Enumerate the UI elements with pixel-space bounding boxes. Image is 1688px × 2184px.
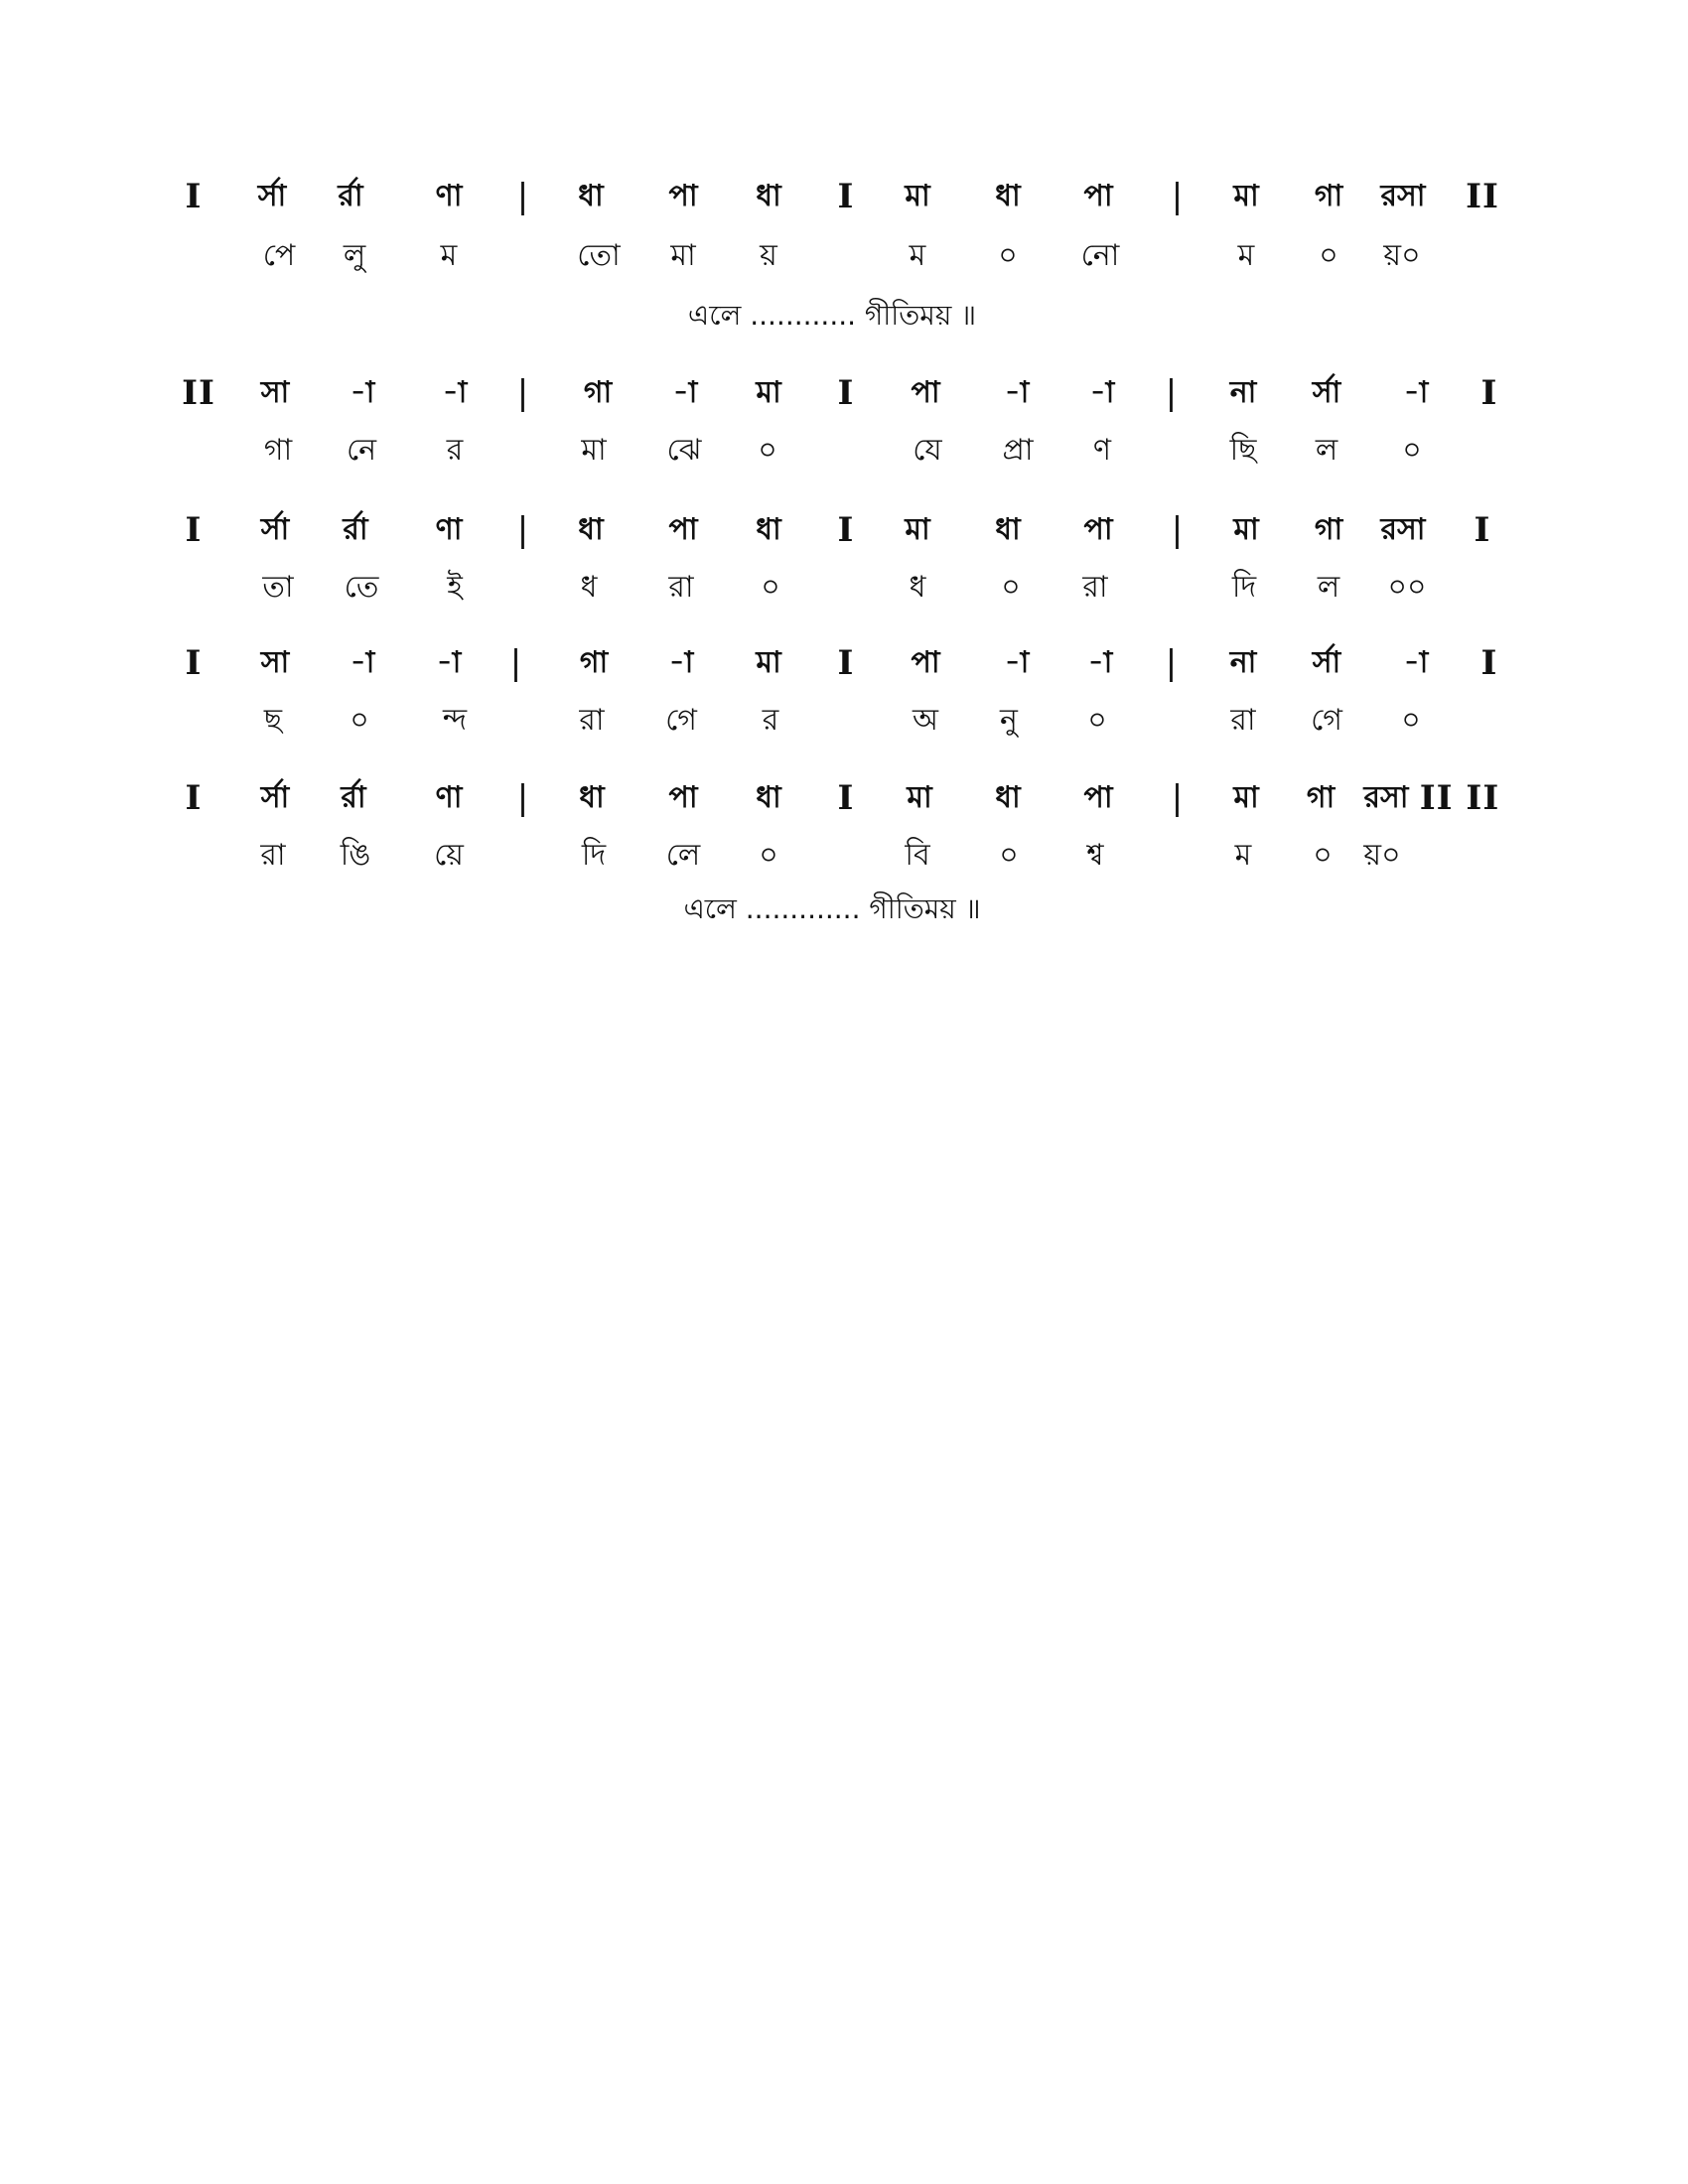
swara-note: পা bbox=[911, 375, 940, 410]
lyric-syllable: মা bbox=[670, 238, 696, 273]
lyric-syllable: দি bbox=[1231, 570, 1257, 605]
lyric-syllable: ০০ bbox=[1387, 570, 1427, 605]
lyric-syllable: ০ bbox=[1001, 570, 1021, 605]
swara-note: -া bbox=[1087, 645, 1113, 680]
lyric-syllable: ই bbox=[447, 570, 463, 605]
lyric-syllable: ০ bbox=[350, 703, 369, 738]
swara-note: পা bbox=[911, 645, 940, 680]
swara-note: র্সা bbox=[1312, 375, 1341, 410]
swara-note: -া bbox=[668, 645, 694, 680]
lyric-syllable: যে bbox=[913, 433, 942, 468]
vibhag-bar: | bbox=[509, 643, 523, 683]
swara-note: গা bbox=[583, 375, 613, 410]
swara-note: র্সা bbox=[257, 179, 287, 213]
lyric-syllable: র bbox=[446, 433, 464, 468]
lyric-syllable: য় bbox=[760, 238, 777, 273]
lyric-syllable: অ bbox=[913, 703, 938, 738]
bar-mark-end: II II bbox=[1419, 778, 1500, 818]
lyric-syllable: ম bbox=[1234, 838, 1252, 873]
swara-note: মা bbox=[1233, 179, 1259, 213]
lyric-syllable: ০ bbox=[998, 238, 1018, 273]
lyric-syllable: গে bbox=[1311, 703, 1342, 738]
swara-note: মা bbox=[756, 375, 781, 410]
lyric-syllable: ঝে bbox=[666, 433, 702, 468]
swara-note: সা bbox=[260, 375, 290, 410]
vibhag-bar: | bbox=[516, 177, 530, 216]
bar-mark-lead: I bbox=[185, 510, 203, 550]
swara-note: -া bbox=[1403, 375, 1429, 410]
swara-note: সা bbox=[260, 645, 290, 680]
swara-note: ণা bbox=[435, 179, 463, 213]
vibhag-bar: | bbox=[516, 778, 530, 818]
bar-mark: I bbox=[837, 778, 855, 818]
swara-note: ধা bbox=[579, 780, 605, 815]
lyric-syllable: ০ bbox=[1402, 433, 1422, 468]
vibhag-bar: | bbox=[1165, 643, 1179, 683]
bar-mark-lead: II bbox=[182, 373, 215, 413]
bar-mark-lead: I bbox=[185, 177, 203, 216]
swara-note: পা bbox=[668, 780, 698, 815]
bar-mark-end: I bbox=[1480, 373, 1498, 413]
lyric-syllable: ন্দ bbox=[442, 703, 468, 738]
lyric-syllable: লে bbox=[665, 838, 701, 873]
swara-note: -া bbox=[1004, 645, 1030, 680]
swara-note: -া bbox=[672, 375, 698, 410]
swara-note: গা bbox=[1306, 780, 1336, 815]
vibhag-bar: | bbox=[516, 373, 530, 413]
lyric-syllable: ০ bbox=[1401, 703, 1421, 738]
bar-mark-end: I bbox=[1480, 643, 1498, 683]
lyric-syllable: গা bbox=[263, 433, 293, 468]
swara-note: র্রা bbox=[341, 780, 366, 815]
lyric-syllable: র bbox=[762, 703, 779, 738]
lyric-syllable: ০ bbox=[1313, 838, 1333, 873]
vibhag-bar: | bbox=[516, 510, 530, 550]
swara-note: -া bbox=[1004, 375, 1030, 410]
lyric-syllable: য়০ bbox=[1363, 838, 1401, 873]
swara-note: -া bbox=[350, 375, 375, 410]
lyric-syllable: ০ bbox=[758, 433, 777, 468]
vibhag-bar: | bbox=[1171, 177, 1185, 216]
lyric-syllable: ০ bbox=[999, 838, 1019, 873]
lyric-syllable: ০ bbox=[759, 838, 778, 873]
lyric-syllable: নে bbox=[346, 433, 377, 468]
bar-mark-lead: I bbox=[185, 778, 203, 818]
lyric-syllable: ণ bbox=[1092, 433, 1112, 468]
lyric-syllable: মা bbox=[581, 433, 607, 468]
lyric-syllable: ছি bbox=[1229, 433, 1257, 468]
swara-note: মা bbox=[907, 780, 932, 815]
lyric-syllable: নু bbox=[1000, 703, 1018, 738]
swara-note: -া bbox=[1089, 375, 1115, 410]
swara-note: ধা bbox=[756, 512, 781, 547]
lyric-syllable: ০ bbox=[1319, 238, 1338, 273]
swara-note: পা bbox=[1083, 780, 1113, 815]
swara-note: র্সা bbox=[260, 512, 290, 547]
lyric-syllable: গে bbox=[665, 703, 697, 738]
refrain-line: এলে ............. গীতিময় ॥ bbox=[683, 892, 981, 925]
lyric-syllable: ম bbox=[909, 238, 926, 273]
lyric-syllable: ম bbox=[440, 238, 458, 273]
vibhag-bar: | bbox=[1165, 373, 1179, 413]
swara-note: ণা bbox=[435, 780, 463, 815]
lyric-syllable: ম bbox=[1237, 238, 1255, 273]
swara-note: র্রা bbox=[343, 512, 368, 547]
swara-note: পা bbox=[668, 179, 698, 213]
swara-note: ধা bbox=[995, 179, 1021, 213]
lyric-syllable: ধ bbox=[909, 570, 926, 605]
bar-mark-lead: I bbox=[185, 643, 203, 683]
swara-note: না bbox=[1229, 375, 1257, 410]
swara-note: গা bbox=[1314, 179, 1343, 213]
swara-note: -া bbox=[442, 375, 468, 410]
swara-note: গা bbox=[1314, 512, 1343, 547]
swara-note: ধা bbox=[995, 512, 1021, 547]
swara-note: মা bbox=[1233, 512, 1259, 547]
lyric-syllable: রা bbox=[579, 703, 605, 738]
lyric-syllable: য়ে bbox=[434, 838, 464, 873]
swara-note: -া bbox=[436, 645, 462, 680]
swara-note: ধা bbox=[995, 780, 1021, 815]
swara-note: ণা bbox=[435, 512, 463, 547]
swara-note: রসা bbox=[1363, 780, 1409, 815]
swara-note: ধা bbox=[756, 179, 781, 213]
lyric-syllable: তো bbox=[577, 238, 621, 273]
lyric-syllable: দি bbox=[581, 838, 607, 873]
swara-note: র্সা bbox=[260, 780, 290, 815]
swara-note: ধা bbox=[578, 179, 604, 213]
swara-note: ধা bbox=[756, 780, 781, 815]
swara-note: পা bbox=[1083, 512, 1113, 547]
swara-note: পা bbox=[1083, 179, 1113, 213]
swara-note: র্রা bbox=[338, 179, 363, 213]
lyric-syllable: রা bbox=[668, 570, 694, 605]
vibhag-bar: | bbox=[1171, 778, 1185, 818]
bar-mark-end: I bbox=[1474, 510, 1491, 550]
lyric-syllable: শ্ব bbox=[1086, 838, 1104, 873]
swara-note: র্সা bbox=[1312, 645, 1341, 680]
lyric-syllable: পে bbox=[262, 238, 296, 273]
lyric-syllable: ০ bbox=[1087, 703, 1107, 738]
lyric-syllable: রা bbox=[1230, 703, 1256, 738]
bar-mark: I bbox=[837, 373, 855, 413]
swara-note: রসা bbox=[1380, 179, 1426, 213]
lyric-syllable: ছ bbox=[263, 703, 283, 738]
swara-note: গা bbox=[579, 645, 609, 680]
lyric-syllable: ০ bbox=[761, 570, 780, 605]
bar-mark-end: II bbox=[1466, 177, 1499, 216]
swara-note: মা bbox=[905, 512, 930, 547]
lyric-syllable: তা bbox=[262, 570, 294, 605]
swara-note: -া bbox=[1403, 645, 1429, 680]
lyric-syllable: বি bbox=[905, 838, 930, 873]
swara-note: মা bbox=[1233, 780, 1259, 815]
lyric-syllable: লু bbox=[343, 238, 366, 273]
swara-note: রসা bbox=[1380, 512, 1426, 547]
lyric-syllable: ঙি bbox=[340, 838, 371, 873]
refrain-line: এলে ............ গীতিময় ॥ bbox=[687, 299, 977, 332]
lyric-syllable: প্রা bbox=[1002, 433, 1034, 468]
swara-note: না bbox=[1229, 645, 1257, 680]
bar-mark: I bbox=[837, 177, 855, 216]
lyric-syllable: য়০ bbox=[1383, 238, 1421, 273]
bar-mark: I bbox=[837, 643, 855, 683]
swara-note: পা bbox=[668, 512, 698, 547]
lyric-syllable: ল bbox=[1315, 433, 1338, 468]
lyric-syllable: রা bbox=[1082, 570, 1108, 605]
swara-note: মা bbox=[756, 645, 781, 680]
vibhag-bar: | bbox=[1171, 510, 1185, 550]
lyric-syllable: তে bbox=[344, 570, 379, 605]
bar-mark: I bbox=[837, 510, 855, 550]
swara-note: মা bbox=[905, 179, 930, 213]
lyric-syllable: নো bbox=[1080, 238, 1120, 273]
lyric-syllable: ল bbox=[1317, 570, 1340, 605]
lyric-syllable: রা bbox=[260, 838, 286, 873]
lyric-syllable: ধ bbox=[580, 570, 598, 605]
swara-note: ধা bbox=[578, 512, 604, 547]
swara-note: -া bbox=[350, 645, 375, 680]
